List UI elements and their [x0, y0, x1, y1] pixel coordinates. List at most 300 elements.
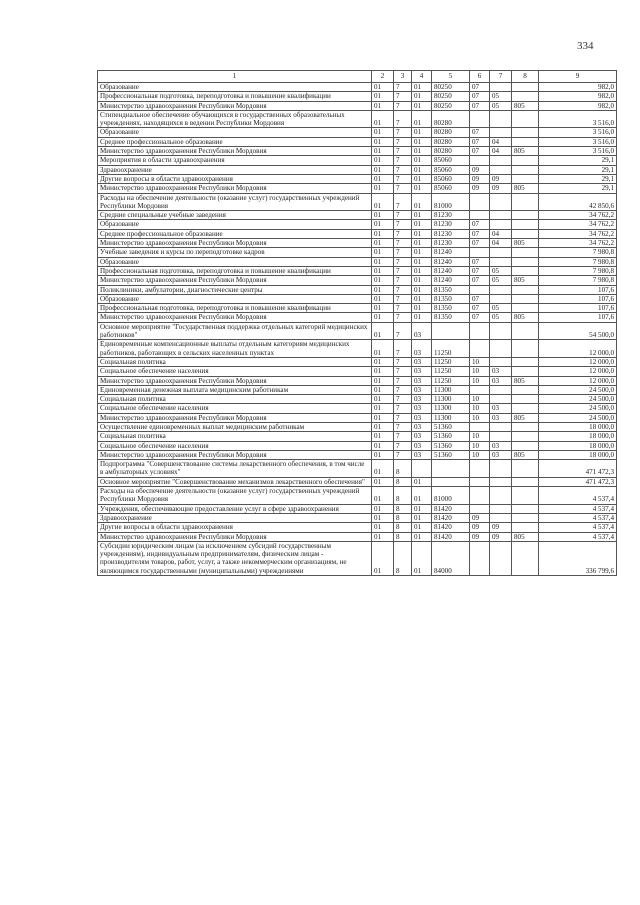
subprogram-code-cell: 7: [394, 211, 412, 220]
direction-code-cell: 51360: [432, 450, 470, 459]
table-row: [98, 239, 617, 248]
table-row: [98, 165, 617, 174]
section-code-cell: 09: [470, 532, 490, 541]
section-code-cell: 10: [470, 404, 490, 413]
amount-cell: 4 537,4: [539, 487, 617, 505]
table-row: [98, 276, 617, 285]
amount-cell: 7 980,8: [539, 276, 617, 285]
table-row: [98, 404, 617, 413]
event-code-cell: 01: [412, 477, 432, 486]
program-code-cell: 01: [372, 101, 394, 110]
section-code-cell: [470, 110, 490, 128]
event-code-cell: 01: [412, 523, 432, 532]
ministry-code-cell: [512, 128, 539, 137]
subsection-code-cell: 03: [490, 441, 512, 450]
amount-cell: 18 000,0: [539, 422, 617, 431]
subprogram-code-cell: 7: [394, 304, 412, 313]
event-code-cell: 03: [412, 395, 432, 404]
section-code-cell: 10: [470, 432, 490, 441]
program-code-cell: 01: [372, 376, 394, 385]
event-code-cell: 01: [412, 83, 432, 92]
subsection-code-cell: [490, 487, 512, 505]
subprogram-code-cell: 7: [394, 285, 412, 294]
program-code-cell: 01: [372, 92, 394, 101]
program-code-cell: 01: [372, 174, 394, 183]
direction-code-cell: [432, 477, 470, 486]
direction-code-cell: 84000: [432, 541, 470, 575]
page-number: 334: [577, 40, 594, 52]
table-row: [98, 376, 617, 385]
ministry-code-cell: [512, 432, 539, 441]
program-code-cell: 01: [372, 340, 394, 358]
subprogram-code-cell: 8: [394, 460, 412, 478]
row-name-cell: Министерство здравоохранения Республики Мордовия: [98, 101, 372, 110]
direction-code-cell: 11300: [432, 404, 470, 413]
program-code-cell: 01: [372, 532, 394, 541]
event-code-cell: 03: [412, 367, 432, 376]
direction-code-cell: 80280: [432, 147, 470, 156]
section-code-cell: 09: [470, 523, 490, 532]
row-name-cell: Здравоохранение: [98, 513, 372, 522]
subprogram-code-cell: 7: [394, 432, 412, 441]
row-name-cell: Министерство здравоохранения Республики Мордовия: [98, 313, 372, 322]
amount-cell: 107,6: [539, 313, 617, 322]
table-row: [98, 385, 617, 394]
event-code-cell: 03: [412, 376, 432, 385]
subsection-code-cell: 03: [490, 413, 512, 422]
direction-code-cell: 81240: [432, 257, 470, 266]
amount-cell: 3 516,0: [539, 147, 617, 156]
subsection-code-cell: 05: [490, 313, 512, 322]
subsection-code-cell: 03: [490, 450, 512, 459]
subsection-code-cell: 04: [490, 147, 512, 156]
ministry-code-cell: [512, 441, 539, 450]
subsection-code-cell: 03: [490, 404, 512, 413]
program-code-cell: 01: [372, 276, 394, 285]
event-code-cell: 01: [412, 313, 432, 322]
section-code-cell: [470, 422, 490, 431]
table-row: [98, 450, 617, 459]
event-code-cell: 03: [412, 450, 432, 459]
amount-cell: 4 537,4: [539, 532, 617, 541]
table-row: [98, 211, 617, 220]
section-code-cell: 07: [470, 101, 490, 110]
budget-table: [97, 70, 617, 576]
event-code-cell: 03: [412, 357, 432, 366]
program-code-cell: 01: [372, 165, 394, 174]
ministry-code-cell: [512, 340, 539, 358]
table-row: [98, 357, 617, 366]
event-code-cell: 01: [412, 174, 432, 183]
program-code-cell: 01: [372, 450, 394, 459]
direction-code-cell: 81420: [432, 523, 470, 532]
section-code-cell: [470, 322, 490, 340]
event-code-cell: 01: [412, 211, 432, 220]
ministry-code-cell: [512, 322, 539, 340]
subprogram-code-cell: 7: [394, 110, 412, 128]
row-name-cell: Учебные заведения и курсы по переподготовке кадров: [98, 248, 372, 257]
amount-cell: 4 537,4: [539, 513, 617, 522]
program-code-cell: 01: [372, 294, 394, 303]
amount-cell: 3 516,0: [539, 137, 617, 146]
direction-code-cell: 85060: [432, 156, 470, 165]
direction-code-cell: 11300: [432, 395, 470, 404]
table-row: [98, 248, 617, 257]
direction-code-cell: 81230: [432, 229, 470, 238]
direction-code-cell: 81240: [432, 248, 470, 257]
table-row: [98, 523, 617, 532]
amount-cell: 34 762,2: [539, 229, 617, 238]
direction-code-cell: 81230: [432, 239, 470, 248]
event-code-cell: [412, 460, 432, 478]
amount-cell: 12 000,0: [539, 340, 617, 358]
ministry-code-cell: [512, 248, 539, 257]
amount-cell: 336 799,6: [539, 541, 617, 575]
ministry-code-cell: [512, 357, 539, 366]
table-row: [98, 313, 617, 322]
subsection-code-cell: [490, 294, 512, 303]
program-code-cell: 01: [372, 441, 394, 450]
subsection-code-cell: [490, 165, 512, 174]
table-row: [98, 137, 617, 146]
table-row: [98, 193, 617, 211]
event-code-cell: 01: [412, 229, 432, 238]
subprogram-code-cell: 7: [394, 128, 412, 137]
row-name-cell: Министерство здравоохранения Республики Мордовия: [98, 239, 372, 248]
row-name-cell: Осуществление единовременных выплат медицинским работникам: [98, 422, 372, 431]
table-row: [98, 266, 617, 275]
subprogram-code-cell: 7: [394, 385, 412, 394]
direction-code-cell: 80280: [432, 110, 470, 128]
section-code-cell: [470, 460, 490, 478]
event-code-cell: 03: [412, 422, 432, 431]
ministry-code-cell: [512, 165, 539, 174]
direction-code-cell: 81240: [432, 266, 470, 275]
program-code-cell: 01: [372, 313, 394, 322]
amount-cell: 34 762,2: [539, 211, 617, 220]
ministry-code-cell: [512, 294, 539, 303]
amount-cell: 24 500,0: [539, 385, 617, 394]
row-name-cell: Министерство здравоохранения Республики Мордовия: [98, 413, 372, 422]
row-name-cell: Министерство здравоохранения Республики Мордовия: [98, 184, 372, 193]
direction-code-cell: 81420: [432, 532, 470, 541]
ministry-code-cell: [512, 285, 539, 294]
amount-cell: 3 516,0: [539, 128, 617, 137]
subprogram-code-cell: 7: [394, 357, 412, 366]
subprogram-code-cell: 7: [394, 395, 412, 404]
subsection-code-cell: [490, 220, 512, 229]
program-code-cell: 01: [372, 513, 394, 522]
subsection-code-cell: [490, 460, 512, 478]
ministry-code-cell: 805: [512, 450, 539, 459]
section-code-cell: [470, 477, 490, 486]
program-code-cell: 01: [372, 137, 394, 146]
row-name-cell: Средние специальные учебные заведения: [98, 211, 372, 220]
subprogram-code-cell: 7: [394, 137, 412, 146]
amount-cell: 18 000,0: [539, 432, 617, 441]
direction-code-cell: [432, 322, 470, 340]
section-code-cell: [470, 248, 490, 257]
ministry-code-cell: [512, 513, 539, 522]
table-row: [98, 441, 617, 450]
row-name-cell: Социальная политика: [98, 357, 372, 366]
event-code-cell: 01: [412, 110, 432, 128]
ministry-code-cell: [512, 137, 539, 146]
amount-cell: 4 537,4: [539, 523, 617, 532]
subsection-code-cell: [490, 285, 512, 294]
subsection-code-cell: [490, 541, 512, 575]
table-row: [98, 322, 617, 340]
ministry-code-cell: [512, 257, 539, 266]
table-row: [98, 541, 617, 575]
table-row: [98, 184, 617, 193]
table-row: [98, 422, 617, 431]
table-row: [98, 304, 617, 313]
row-name-cell: Здравоохранение: [98, 165, 372, 174]
column-header: 6: [470, 71, 490, 83]
row-name-cell: Министерство здравоохранения Республики Мордовия: [98, 376, 372, 385]
direction-code-cell: 11300: [432, 413, 470, 422]
ministry-code-cell: [512, 220, 539, 229]
program-code-cell: 01: [372, 211, 394, 220]
event-code-cell: 01: [412, 147, 432, 156]
section-code-cell: 10: [470, 376, 490, 385]
program-code-cell: 01: [372, 184, 394, 193]
section-code-cell: 10: [470, 357, 490, 366]
row-name-cell: Министерство здравоохранения Республики Мордовия: [98, 276, 372, 285]
event-code-cell: 03: [412, 404, 432, 413]
ministry-code-cell: [512, 385, 539, 394]
subsection-code-cell: [490, 211, 512, 220]
row-name-cell: Единовременная денежная выплата медицинским работникам: [98, 385, 372, 394]
row-name-cell: Стипендиальное обеспечение обучающихся в государственных образовательных учреждениях, находящихся в ведении Республики Мордовия: [98, 110, 372, 128]
subprogram-code-cell: 7: [394, 257, 412, 266]
direction-code-cell: 81000: [432, 487, 470, 505]
row-name-cell: Другие вопросы в области здравоохранения: [98, 523, 372, 532]
ministry-code-cell: 805: [512, 101, 539, 110]
event-code-cell: 01: [412, 156, 432, 165]
direction-code-cell: 80280: [432, 128, 470, 137]
row-name-cell: Среднее профессиональное образование: [98, 229, 372, 238]
program-code-cell: 01: [372, 220, 394, 229]
ministry-code-cell: [512, 404, 539, 413]
row-name-cell: Образование: [98, 220, 372, 229]
event-code-cell: 01: [412, 193, 432, 211]
table-row: [98, 460, 617, 478]
section-code-cell: [470, 340, 490, 358]
section-code-cell: 07: [470, 257, 490, 266]
program-code-cell: 01: [372, 477, 394, 486]
subprogram-code-cell: 7: [394, 322, 412, 340]
event-code-cell: 01: [412, 285, 432, 294]
ministry-code-cell: 805: [512, 413, 539, 422]
amount-cell: 29,1: [539, 156, 617, 165]
amount-cell: 4 537,4: [539, 504, 617, 513]
subprogram-code-cell: 7: [394, 92, 412, 101]
table-row: [98, 477, 617, 486]
amount-cell: 982,0: [539, 101, 617, 110]
row-name-cell: Профессиональная подготовка, переподготовка и повышение квалификации: [98, 304, 372, 313]
amount-cell: 42 850,6: [539, 193, 617, 211]
subsection-code-cell: [490, 322, 512, 340]
table-row: [98, 174, 617, 183]
direction-code-cell: 51360: [432, 422, 470, 431]
row-name-cell: Учреждения, обеспечивающие предоставление услуг в сфере здравоохранения: [98, 504, 372, 513]
direction-code-cell: 81240: [432, 276, 470, 285]
ministry-code-cell: [512, 304, 539, 313]
amount-cell: 34 762,2: [539, 220, 617, 229]
event-code-cell: 03: [412, 385, 432, 394]
event-code-cell: 03: [412, 413, 432, 422]
direction-code-cell: [432, 460, 470, 478]
direction-code-cell: 80250: [432, 92, 470, 101]
subsection-code-cell: [490, 193, 512, 211]
subsection-code-cell: [490, 156, 512, 165]
subsection-code-cell: [490, 477, 512, 486]
column-header: 9: [539, 71, 617, 83]
ministry-code-cell: [512, 477, 539, 486]
table-row: [98, 147, 617, 156]
ministry-code-cell: [512, 174, 539, 183]
column-header: 4: [412, 71, 432, 83]
event-code-cell: 01: [412, 304, 432, 313]
column-header: 8: [512, 71, 539, 83]
direction-code-cell: 11300: [432, 385, 470, 394]
row-name-cell: Министерство здравоохранения Республики Мордовия: [98, 147, 372, 156]
subsection-code-cell: [490, 248, 512, 257]
amount-cell: 7 980,8: [539, 266, 617, 275]
event-code-cell: 01: [412, 541, 432, 575]
row-name-cell: Основное мероприятие "Государственная поддержка отдельных категорий медицинских работников": [98, 322, 372, 340]
direction-code-cell: 11250: [432, 376, 470, 385]
section-code-cell: 10: [470, 395, 490, 404]
program-code-cell: 01: [372, 147, 394, 156]
table-row: [98, 367, 617, 376]
row-name-cell: Образование: [98, 294, 372, 303]
section-code-cell: 10: [470, 413, 490, 422]
row-name-cell: Министерство здравоохранения Республики Мордовия: [98, 450, 372, 459]
table-row: [98, 92, 617, 101]
subprogram-code-cell: 7: [394, 276, 412, 285]
program-code-cell: 01: [372, 385, 394, 394]
section-code-cell: [470, 504, 490, 513]
ministry-code-cell: [512, 110, 539, 128]
amount-cell: 18 000,0: [539, 450, 617, 459]
direction-code-cell: 81420: [432, 504, 470, 513]
table-row: [98, 294, 617, 303]
subprogram-code-cell: 7: [394, 413, 412, 422]
program-code-cell: 01: [372, 229, 394, 238]
ministry-code-cell: [512, 460, 539, 478]
event-code-cell: 01: [412, 294, 432, 303]
section-code-cell: [470, 487, 490, 505]
table-row: [98, 229, 617, 238]
program-code-cell: 01: [372, 239, 394, 248]
ministry-code-cell: 805: [512, 184, 539, 193]
row-name-cell: Социальное обеспечение населения: [98, 441, 372, 450]
row-name-cell: Среднее профессиональное образование: [98, 137, 372, 146]
event-code-cell: 01: [412, 276, 432, 285]
row-name-cell: Расходы на обеспечение деятельности (оказание услуг) государственных учреждений Республики Мордовия: [98, 487, 372, 505]
program-code-cell: 01: [372, 413, 394, 422]
table-row: [98, 101, 617, 110]
ministry-code-cell: [512, 523, 539, 532]
section-code-cell: 07: [470, 229, 490, 238]
event-code-cell: 01: [412, 165, 432, 174]
section-code-cell: 07: [470, 220, 490, 229]
amount-cell: 18 000,0: [539, 441, 617, 450]
subprogram-code-cell: 7: [394, 404, 412, 413]
subsection-code-cell: [490, 340, 512, 358]
section-code-cell: 10: [470, 441, 490, 450]
direction-code-cell: 80250: [432, 83, 470, 92]
event-code-cell: 01: [412, 532, 432, 541]
ministry-code-cell: [512, 367, 539, 376]
subprogram-code-cell: 7: [394, 165, 412, 174]
direction-code-cell: 81000: [432, 193, 470, 211]
subsection-code-cell: 03: [490, 376, 512, 385]
event-code-cell: 01: [412, 257, 432, 266]
event-code-cell: 03: [412, 340, 432, 358]
event-code-cell: 01: [412, 184, 432, 193]
amount-cell: 107,6: [539, 304, 617, 313]
column-header: 7: [490, 71, 512, 83]
event-code-cell: 01: [412, 487, 432, 505]
direction-code-cell: 85060: [432, 174, 470, 183]
event-code-cell: 01: [412, 266, 432, 275]
table-row: [98, 532, 617, 541]
amount-cell: 29,1: [539, 184, 617, 193]
subprogram-code-cell: 8: [394, 541, 412, 575]
direction-code-cell: 51360: [432, 441, 470, 450]
direction-code-cell: 80250: [432, 101, 470, 110]
subsection-code-cell: 04: [490, 137, 512, 146]
table-row: [98, 110, 617, 128]
direction-code-cell: 11250: [432, 357, 470, 366]
program-code-cell: 01: [372, 83, 394, 92]
subprogram-code-cell: 7: [394, 376, 412, 385]
ministry-code-cell: [512, 541, 539, 575]
subprogram-code-cell: 7: [394, 441, 412, 450]
subprogram-code-cell: 7: [394, 147, 412, 156]
amount-cell: 107,6: [539, 285, 617, 294]
subprogram-code-cell: 7: [394, 367, 412, 376]
table-row: [98, 395, 617, 404]
subprogram-code-cell: 7: [394, 83, 412, 92]
amount-cell: 29,1: [539, 165, 617, 174]
row-name-cell: Министерство здравоохранения Республики Мордовия: [98, 532, 372, 541]
subprogram-code-cell: 8: [394, 523, 412, 532]
event-code-cell: 01: [412, 92, 432, 101]
ministry-code-cell: [512, 229, 539, 238]
table-row: [98, 156, 617, 165]
table-row: [98, 487, 617, 505]
ministry-code-cell: [512, 395, 539, 404]
ministry-code-cell: 805: [512, 532, 539, 541]
section-code-cell: 07: [470, 128, 490, 137]
section-code-cell: 09: [470, 184, 490, 193]
program-code-cell: 01: [372, 266, 394, 275]
program-code-cell: 01: [372, 357, 394, 366]
subsection-code-cell: [490, 513, 512, 522]
subprogram-code-cell: 7: [394, 239, 412, 248]
table-body: [98, 83, 617, 576]
table-row: [98, 513, 617, 522]
subprogram-code-cell: 8: [394, 513, 412, 522]
ministry-code-cell: 805: [512, 276, 539, 285]
subsection-code-cell: [490, 83, 512, 92]
event-code-cell: 03: [412, 322, 432, 340]
